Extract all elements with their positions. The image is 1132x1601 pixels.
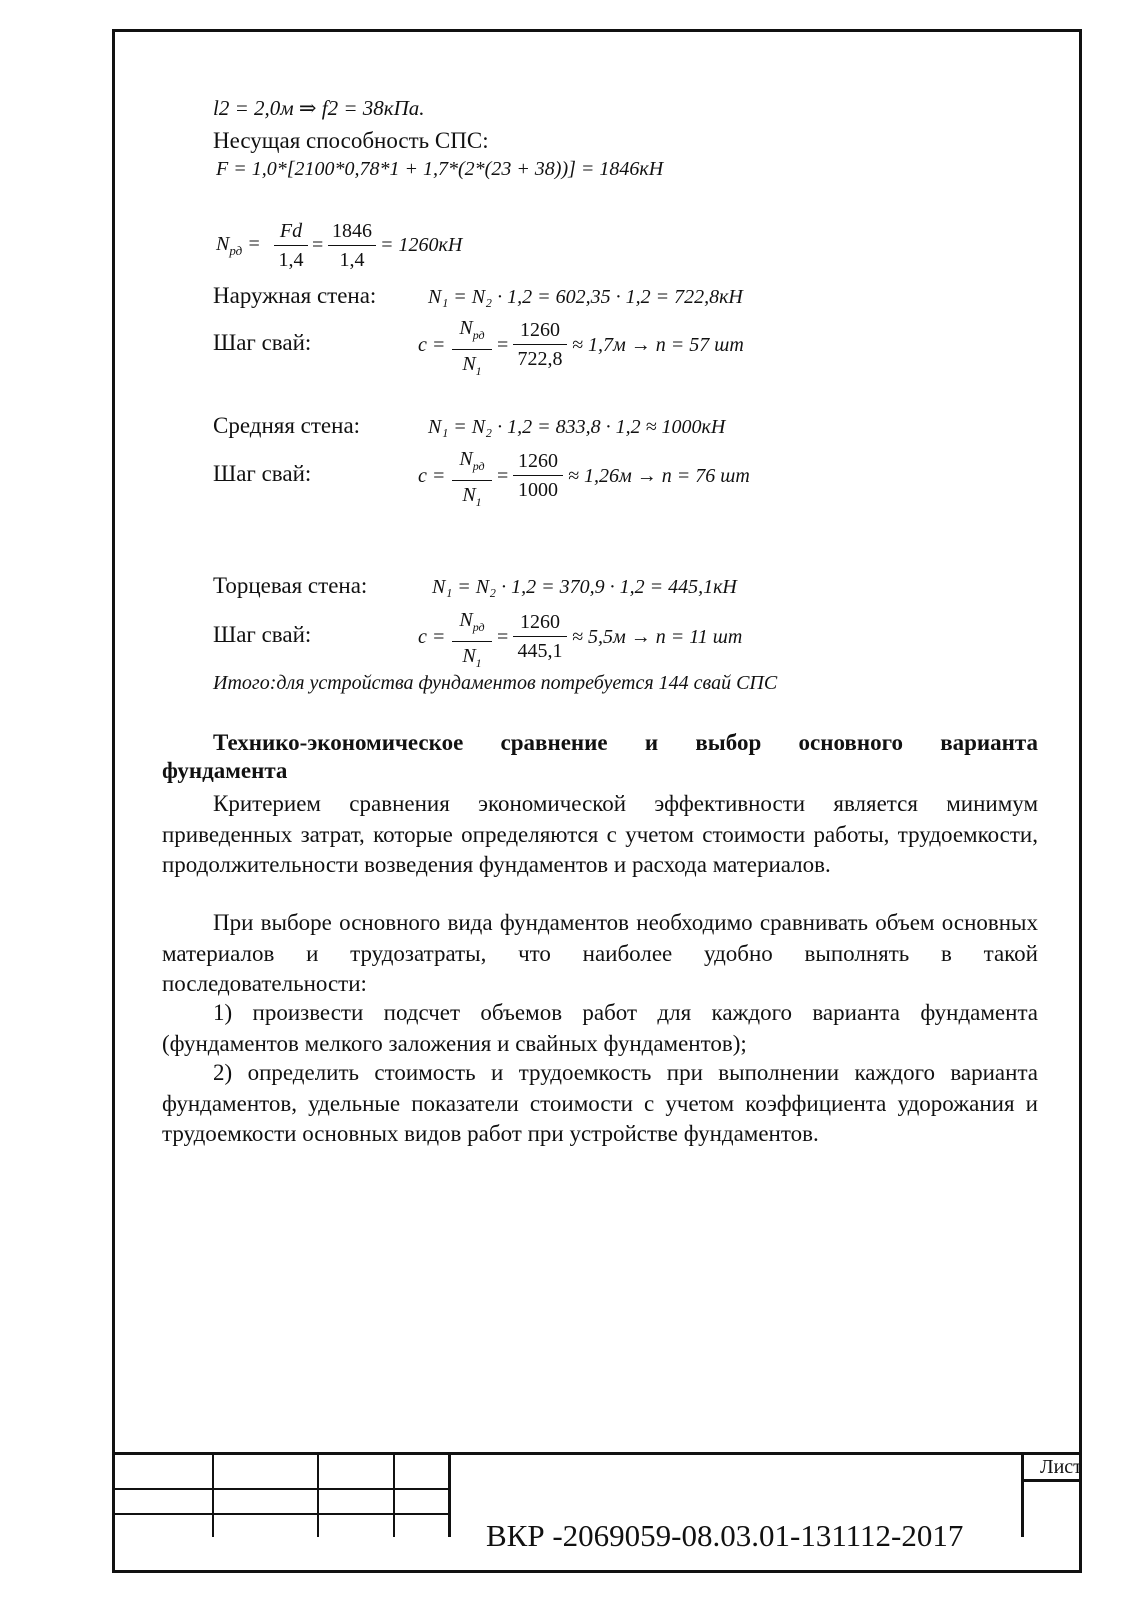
wall-middle-label: Средняя стена: xyxy=(213,413,361,438)
sheet-label: Лист xyxy=(1040,1456,1082,1478)
nrd-lhs: $N_{рд}$ = xyxy=(216,233,261,258)
equals-sign: = xyxy=(497,334,509,356)
stamp-top-line xyxy=(112,1452,1082,1455)
step-c: c = xyxy=(418,334,446,356)
wall-outer-result: ≈ 1,7м → n = 57 шт xyxy=(572,334,744,356)
paragraph-4: 2) определить стоимость и трудоемкость при выполнении каждого варианта фундаментов, удельные показатели стоимости с учетом коэффициента удорожания и трудоемкости основных видов работ при устройстве фундаментов. xyxy=(162,1060,1038,1146)
nrd-frac-1: Fd 1,4 xyxy=(274,219,308,272)
paragraph-2: При выборе основного вида фундаментов необходимо сравнивать объем основных материалов и трудозатраты, что наиболее удобно выполнять в такой последовательности: xyxy=(162,910,1038,996)
document-code: ВКР -2069059-08.03.01-131112-2017 xyxy=(486,1518,964,1553)
nrd-frac-2: 1846 1,4 xyxy=(328,219,376,272)
wall-middle-formula: N₁ = N₂ · 1,2 = 833,8 · 1,2 ≈ 1000кН xyxy=(428,416,726,438)
wall-middle-step-label: Шаг свай: xyxy=(213,461,312,486)
wall-outer-step-label: Шаг свай: xyxy=(213,330,312,355)
wall-outer-label: Наружная стена: xyxy=(213,283,377,308)
wall-middle-result: ≈ 1,26м → n = 76 шт xyxy=(568,465,750,487)
stamp-col-line-2 xyxy=(317,1452,319,1537)
step-c: c = xyxy=(418,465,446,487)
stamp-col-line-5 xyxy=(1021,1452,1024,1537)
nrd-result: = 1260кН xyxy=(380,234,463,256)
wall-outer-formula: N₁ = N₂ · 1,2 = 602,35 · 1,2 = 722,8кН xyxy=(428,286,743,308)
stamp-row-line-2 xyxy=(112,1513,450,1515)
wall-end-label: Торцевая стена: xyxy=(213,573,368,598)
capacity-label: Несущая способность СПС: xyxy=(213,128,489,153)
stamp-col-line-1 xyxy=(212,1452,214,1537)
section-heading-line2: фундамента xyxy=(162,758,288,783)
l2-formula: l2 = 2,0м ⇒ f2 = 38кПа. xyxy=(213,96,425,120)
paragraph-1: Критерием сравнения экономической эффективности является минимум приведенных затрат, которые определяются с учетом стоимости работы, трудоемкости, продолжительности возведения фундаментов и расхода материалов. xyxy=(162,791,1038,877)
equals-sign: = xyxy=(312,234,324,256)
wall-outer-frac: 1260 722,8 xyxy=(513,318,567,371)
equals-sign: = xyxy=(497,465,509,487)
wall-middle-frac: 1260 1000 xyxy=(513,449,563,502)
paragraph-3: 1) произвести подсчет объемов работ для каждого варианта фундамента (фундаментов мелкого заложения и свайных фундаментов); xyxy=(162,1000,1038,1056)
total-note: Итого:для устройства фундаментов потребуется 144 свай СПС xyxy=(213,672,778,694)
F-formula: F = 1,0*[2100*0,78*1 + 1,7*(2*(23 + 38))] = 1846кН xyxy=(216,158,664,180)
wall-end-formula: N₁ = N₂ · 1,2 = 370,9 · 1,2 = 445,1кН xyxy=(432,576,737,598)
wall-end-step-label: Шаг свай: xyxy=(213,622,312,647)
step-frac-symbolic: $N_{рд}$ $N_1$ xyxy=(452,447,492,514)
wall-end-result: ≈ 5,5м → n = 11 шт xyxy=(572,626,743,648)
wall-end-frac: 1260 445,1 xyxy=(513,610,567,663)
stamp-col-line-4 xyxy=(448,1452,451,1537)
section-heading-line1: Технико-экономическое сравнение и выбор основного варианта xyxy=(213,730,1038,755)
step-frac-symbolic: $N_{рд}$ $N_1$ xyxy=(452,608,492,675)
step-c: c = xyxy=(418,626,446,648)
step-frac-symbolic: $N_{рд}$ $N_1$ xyxy=(452,316,492,383)
equals-sign: = xyxy=(497,626,509,648)
stamp-sheet-line xyxy=(1021,1479,1082,1482)
stamp-row-line-1 xyxy=(112,1488,450,1490)
stamp-col-line-3 xyxy=(393,1452,395,1537)
